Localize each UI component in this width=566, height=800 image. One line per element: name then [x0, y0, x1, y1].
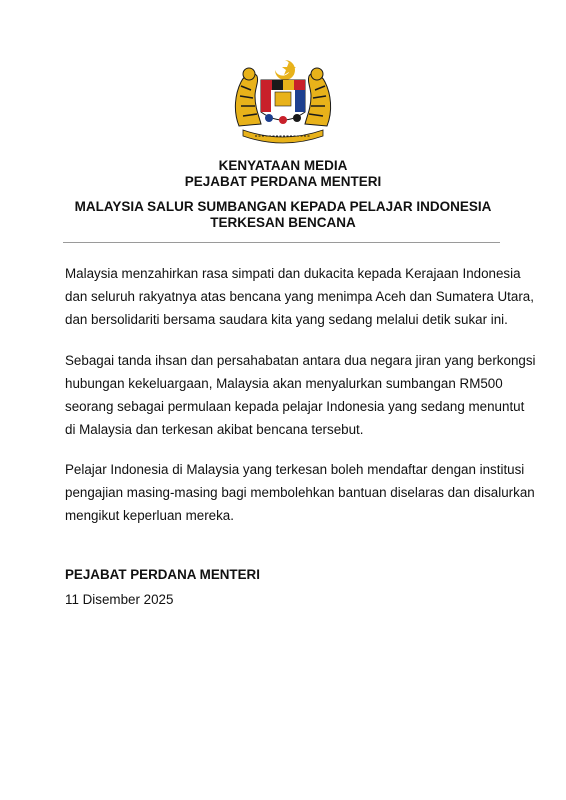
body-paragraph-3 — [65, 458, 535, 527]
paragraph-line: hubungan kekeluargaan, Malaysia akan menyalurkan sumbangan RM500 — [65, 376, 503, 391]
title-line-1: MALAYSIA SALUR SUMBANGAN KEPADA PELAJAR INDONESIA — [74, 199, 492, 214]
divider — [63, 242, 500, 243]
paragraph-line: Malaysia menzahirkan rasa simpati dan dukacita kepada Kerajaan Indonesia — [65, 266, 521, 281]
coat-of-arms-emblem — [229, 56, 337, 146]
header-statement-label: KENYATAAN MEDIA — [218, 158, 348, 173]
paragraph-line: seorang sebagai permulaan kepada pelajar Indonesia yang sedang menuntut — [65, 399, 525, 414]
header-office-name: PEJABAT PERDANA MENTERI — [184, 174, 382, 189]
signature-date: 11 Disember 2025 — [65, 592, 174, 607]
paragraph-line: Pelajar Indonesia di Malaysia yang terkesan boleh mendaftar dengan institusi — [65, 462, 525, 477]
paragraph-line: mengikut keperluan mereka. — [65, 508, 234, 523]
body-paragraph-1 — [65, 262, 534, 331]
statement-title — [0, 199, 566, 231]
media-statement-header — [0, 158, 566, 190]
paragraph-line: dan seluruh rakyatnya atas bencana yang menimpa Aceh dan Sumatera Utara, — [65, 289, 534, 304]
paragraph-line: pengajian masing-masing bagi membolehkan bantuan diselaras dan disalurkan — [65, 485, 535, 500]
paragraph-line: Sebagai tanda ihsan dan persahabatan antara dua negara jiran yang berkongsi — [65, 353, 536, 368]
signature-office: PEJABAT PERDANA MENTERI — [65, 567, 260, 582]
title-line-2: TERKESAN BENCANA — [210, 215, 356, 230]
paragraph-line: dan bersolidariti bersama saudara kita yang sedang melalui detik sukar ini. — [65, 312, 508, 327]
paragraph-line: di Malaysia dan terkesan akibat bencana tersebut. — [65, 422, 364, 437]
body-paragraph-2 — [65, 349, 536, 441]
